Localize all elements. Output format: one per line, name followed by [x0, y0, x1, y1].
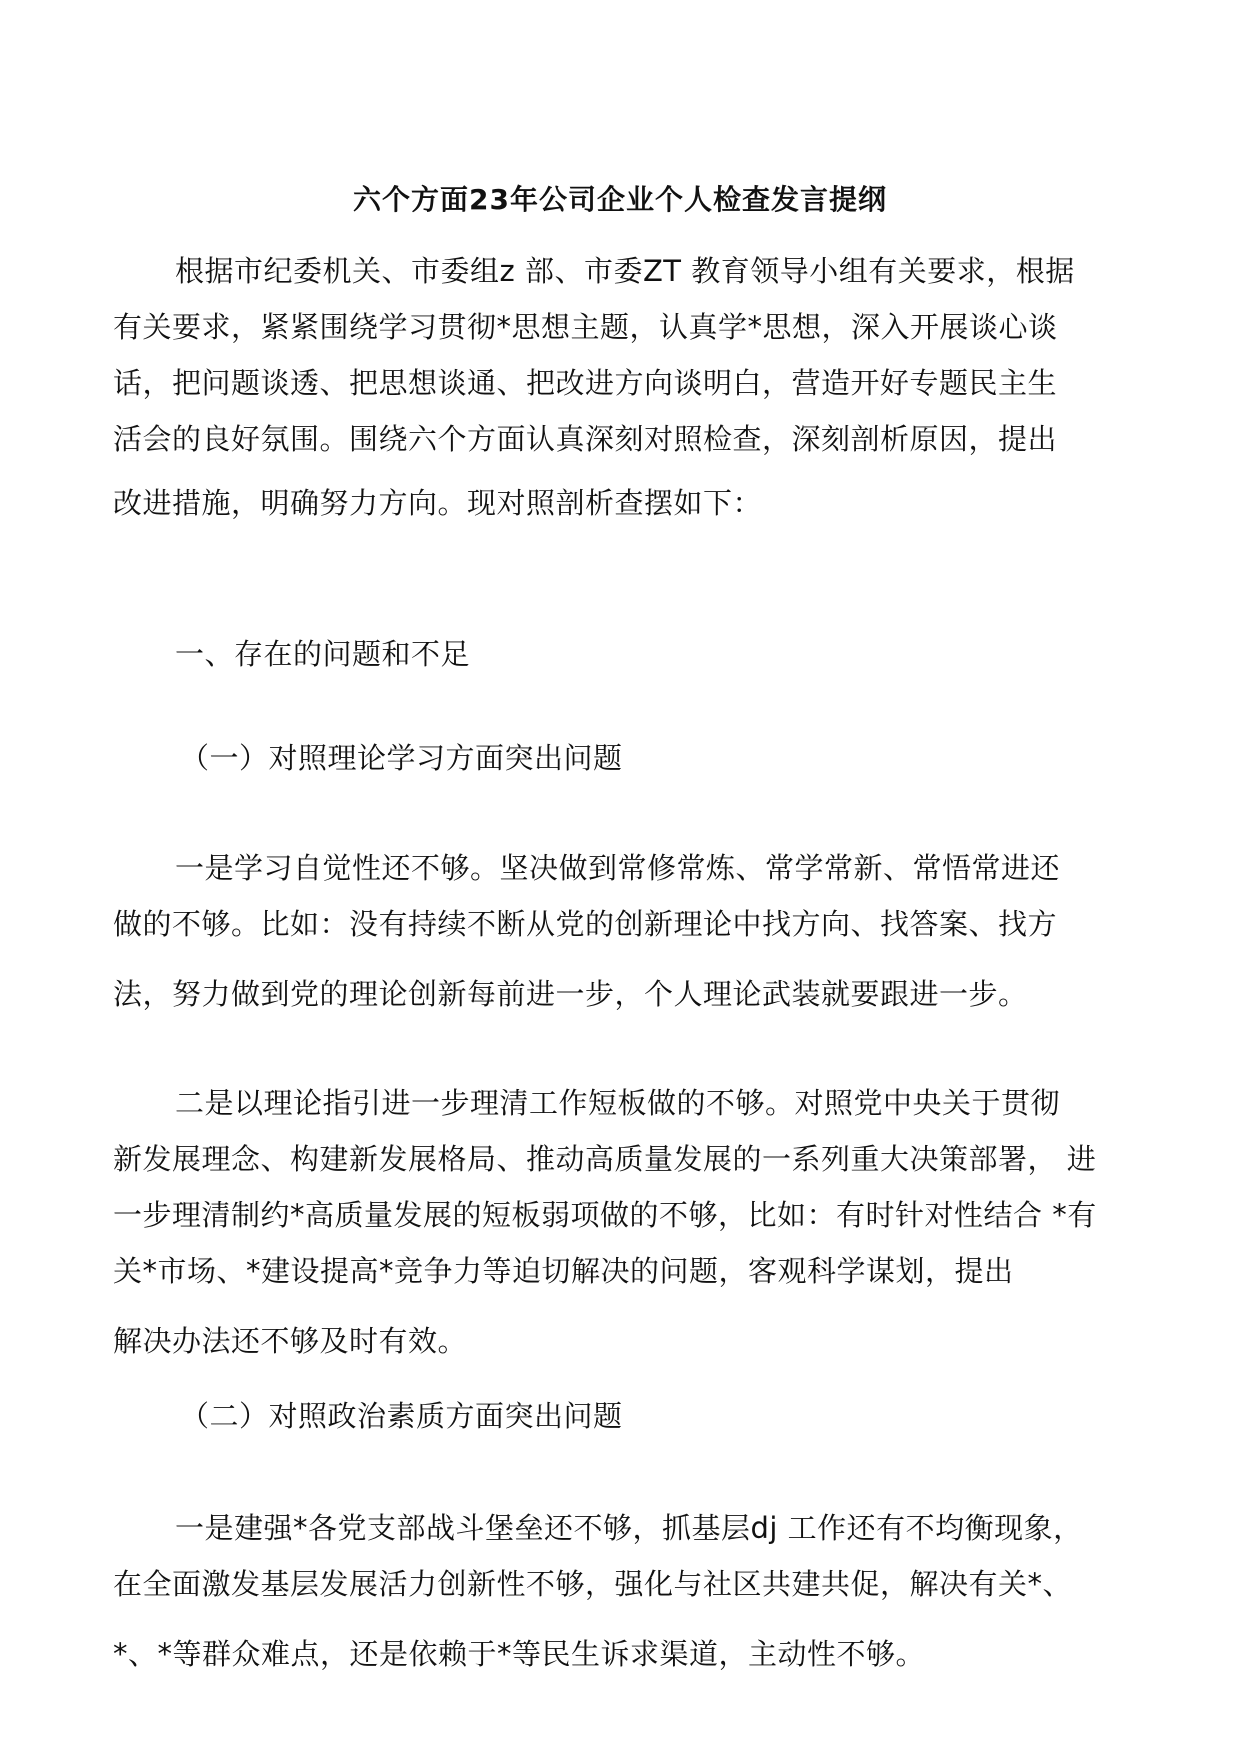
- intro-line: 改进措施，明确努力方向。现对照剖析查摆如下：: [113, 486, 763, 520]
- intro-line: 根据市纪委机关、市委组z 部、市委ZT 教育领导小组有关要求，根据: [175, 254, 1075, 288]
- point-line: 法，努力做到党的理论创新每前进一步，个人理论武装就要跟进一步。: [113, 977, 1028, 1011]
- point-line: 在全面激发基层发展活力创新性不够，强化与社区共建共促，解决有关*、: [113, 1567, 1073, 1601]
- point-line: 做的不够。比如：没有持续不断从党的创新理论中找方向、找答案、找方: [113, 907, 1058, 941]
- subsection-heading-politics: （二）对照政治素质方面突出问题: [180, 1399, 623, 1433]
- intro-line: 有关要求，紧紧围绕学习贯彻*思想主题，认真学*思想，深入开展谈心谈: [113, 310, 1058, 344]
- point-line: 二是以理论指引进一步理清工作短板做的不够。对照党中央关于贯彻: [175, 1086, 1061, 1120]
- point-line: 一是建强*各党支部战斗堡垒还不够，抓基层dj 工作还有不均衡现象，: [175, 1511, 1083, 1545]
- point-paragraph: [113, 1075, 1133, 1369]
- point-line: 解决办法还不够及时有效。: [113, 1324, 468, 1358]
- point-line: *、*等群众难点，还是依赖于*等民生诉求渠道，主动性不够。: [113, 1637, 926, 1671]
- subsection-heading-theory: （一）对照理论学习方面突出问题: [180, 741, 623, 775]
- intro-line: 活会的良好氛围。围绕六个方面认真深刻对照检查，深刻剖析原因，提出: [113, 422, 1058, 456]
- document-title: 六个方面23年公司企业个人检查发言提纲: [353, 183, 887, 216]
- section-heading-problems: 一、存在的问题和不足: [175, 637, 471, 671]
- intro-line: 话，把问题谈透、把思想谈通、把改进方向谈明白，营造开好专题民主生: [113, 366, 1058, 400]
- point-paragraph: [113, 840, 1133, 1022]
- point-line: 一步理清制约*高质量发展的短板弱项做的不够，比如：有时针对性结合 *有: [113, 1198, 1097, 1232]
- point-paragraph: [113, 1500, 1133, 1682]
- intro-paragraph: [113, 243, 1133, 531]
- point-line: 新发展理念、构建新发展格局、推动高质量发展的一系列重大决策部署， 进: [113, 1142, 1097, 1176]
- point-line: 一是学习自觉性还不够。坚决做到常修常炼、常学常新、常悟常进还: [175, 851, 1061, 885]
- point-line: 关*市场、*建设提高*竞争力等迫切解决的问题，客观科学谋划，提出: [113, 1254, 1014, 1288]
